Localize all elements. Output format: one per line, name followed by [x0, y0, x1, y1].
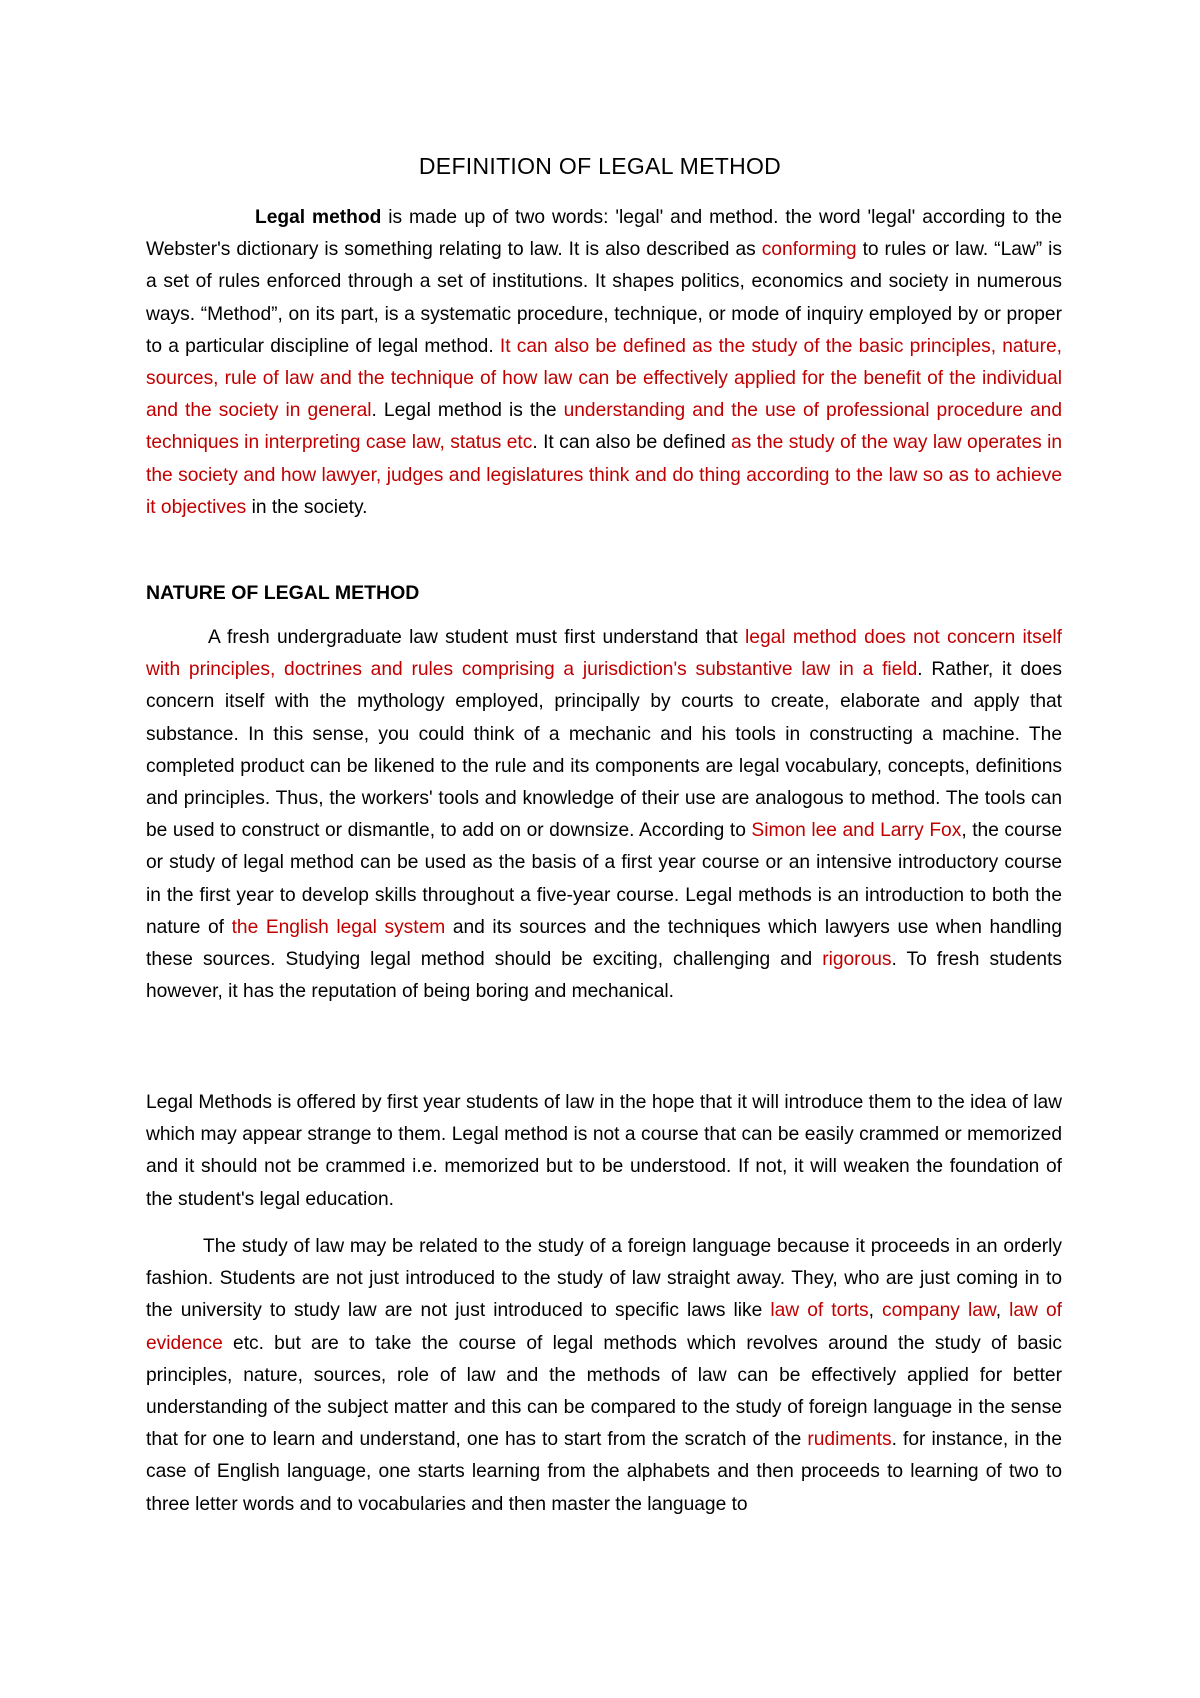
- text-segment: and its sources and the techniques which lawyers use when handling these sources. Studying legal method should be exciting, challenging and: [146, 916, 1062, 971]
- text-segment: The study of law may be related to the study of a foreign language because it proceeds in an orderly fashion. Students are not just introduced to the study of law straight away. They, who are just coming in to the university to study law are not just introduced to specific laws like: [146, 1236, 1062, 1322]
- highlighted-text: as the study of the way law operates in the society and how lawyer, judges and legislatures think and do thing according to the law so as to achieve it objectives: [146, 432, 1063, 518]
- section-heading-nature: NATURE OF LEGAL METHOD: [146, 582, 420, 604]
- text-segment: A fresh undergraduate law student must first understand that: [208, 627, 746, 648]
- text-segment: . Legal method is the: [371, 400, 564, 422]
- highlighted-text: rigorous: [822, 949, 892, 971]
- paragraph-definition: [146, 202, 1062, 524]
- text-segment: to rules or law. “Law” is a set of rules enforced through a set of institutions. It shapes politics, economics and society in numerous ways. “Method”, on its part, is a systematic procedure, technique, or mode of inquiry employed by or proper to a particular discipline of legal method.: [146, 239, 1062, 357]
- paragraph-nature: [146, 622, 1062, 1008]
- bold-lead-term: Legal method: [255, 207, 382, 228]
- highlighted-text: rudiments: [807, 1429, 892, 1451]
- text-segment: is made up of two words: 'legal' and method. the word 'legal' according to the Webster's dictionary is something relating to law. It is also described as: [146, 207, 1062, 261]
- text-segment: ,: [868, 1300, 883, 1322]
- highlighted-text: company law: [882, 1300, 996, 1322]
- page-title: DEFINITION OF LEGAL METHOD: [418, 153, 782, 179]
- highlighted-text: It can also be defined as the study of the basic principles, nature, sources, rule of law and the technique of how law can be effectively applied for the benefit of the individual and the society in general: [146, 335, 1062, 422]
- text-segment: etc. but are to take the course of legal methods which revolves around the study of basic principles, nature, sources, role of law and the methods of law can be effectively applied for better understanding of the subject matter and this can be compared to the study of foreign language in the sense that for one to learn and understand, one has to start from the scratch of the: [146, 1332, 1062, 1451]
- highlighted-text: the English legal system: [231, 916, 446, 938]
- text-segment: . Rather, it does concern itself with the mythology employed, principally by courts to create, elaborate and apply that substance. In this sense, you could think of a mechanic and his tools in constructing a machine. The completed product can be likened to the rule and its components are legal vocabulary, concepts, definitions and principles. Thus, the workers' tools and knowledge of their use are analogous to method. The tools can be used to construct or dismantle, to add on or downsize. According to: [146, 659, 1063, 842]
- text-segment: ,: [995, 1300, 1010, 1322]
- highlighted-text: legal method does not concern itself with principles, doctrines and rules comprising a jurisdiction's substantive law in a field: [146, 627, 1062, 681]
- highlighted-text: understanding and the use of professional procedure and techniques in interpreting case law, status etc: [146, 400, 1062, 454]
- highlighted-text: Simon lee and Larry Fox: [751, 820, 962, 842]
- paragraph-foreign-language: [146, 1231, 1062, 1521]
- highlighted-text: conforming: [761, 239, 857, 261]
- paragraph-first-year: Legal Methods is offered by first year students of law in the hope that it will introduce them to the idea of law which may appear strange to them. Legal method is not a course that can be easily crammed or memorized and it should not be crammed i.e. memorized but to be understood. If not, it will weaken the foundation of the student's legal education.: [146, 1092, 1062, 1210]
- highlighted-text: law of torts: [770, 1300, 869, 1322]
- text-segment: . To fresh students however, it has the reputation of being boring and mechanical.: [146, 949, 1062, 1003]
- text-segment: , the course or study of legal method can be used as the basis of a first year course or an intensive introductory course in the first year to develop skills throughout a five-year course. Legal methods is an introduction to both the nature of: [146, 820, 1062, 938]
- highlighted-text: law of evidence: [146, 1300, 1062, 1354]
- text-segment: in the society.: [246, 496, 368, 518]
- text-segment: . It can also be defined: [532, 432, 732, 454]
- text-segment: . for instance, in the case of English language, one starts learning from the alphabets and then proceeds to learning of two to three letter words and to vocabularies and then master the language to: [146, 1429, 1062, 1515]
